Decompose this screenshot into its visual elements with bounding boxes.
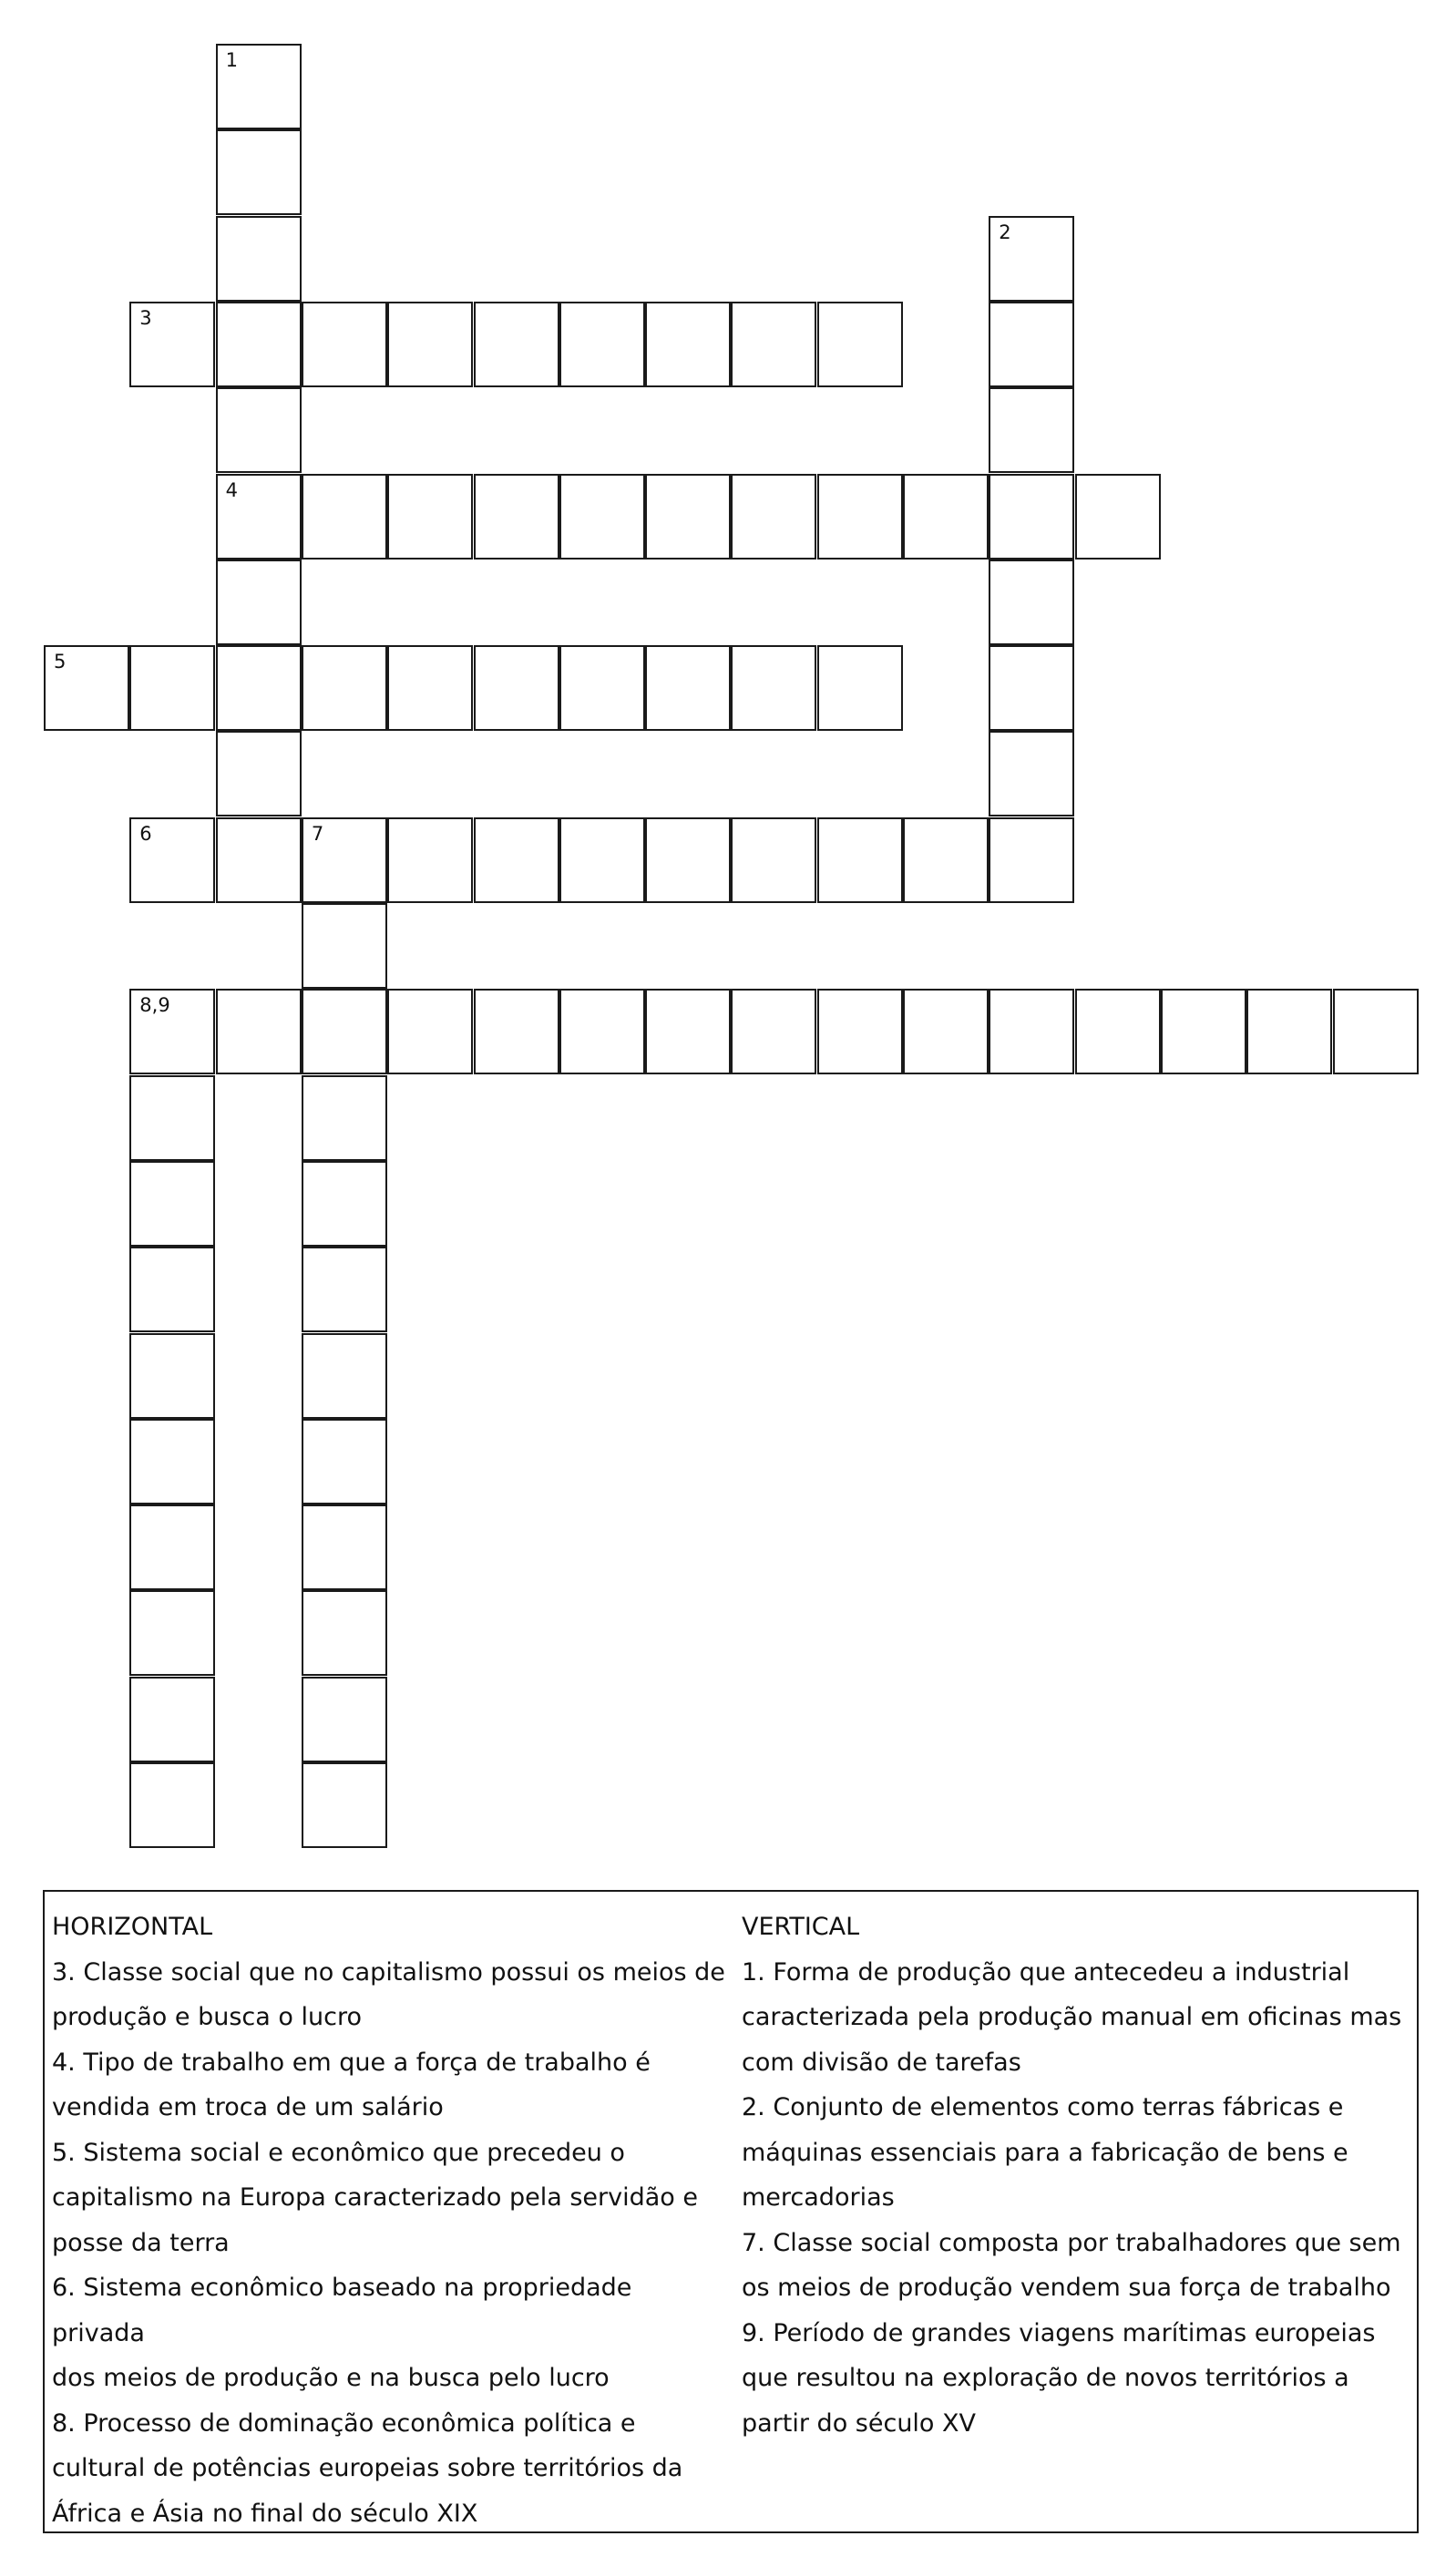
grid-cell[interactable]	[216, 645, 302, 731]
grid-cell[interactable]	[559, 474, 645, 560]
grid-cell[interactable]	[387, 474, 473, 560]
grid-cell[interactable]	[129, 1333, 215, 1419]
clue-line: 8. Processo de dominação econômica política e	[52, 2408, 636, 2438]
grid-cell[interactable]	[387, 645, 473, 731]
clue-line: 1. Forma de produção que antecedeu a industrial	[742, 1957, 1350, 1987]
grid-cell[interactable]	[216, 302, 302, 387]
grid-cell[interactable]	[302, 302, 387, 387]
grid-cell[interactable]	[903, 474, 989, 560]
grid-cell[interactable]	[989, 560, 1074, 645]
grid-cell[interactable]	[559, 817, 645, 903]
clue-line: 9. Período de grandes viagens marítimas europeias	[742, 2318, 1376, 2347]
grid-cell[interactable]	[989, 989, 1074, 1074]
grid-cell[interactable]	[817, 645, 903, 731]
grid-cell[interactable]	[474, 645, 559, 731]
grid-cell[interactable]	[216, 216, 302, 302]
grid-cell[interactable]	[302, 1677, 387, 1762]
grid-cell[interactable]	[216, 474, 302, 560]
clue-line: partir do século XV	[742, 2408, 977, 2438]
clue-line: 3. Classe social que no capitalismo possui os meios de	[52, 1957, 725, 1987]
grid-cell[interactable]	[216, 989, 302, 1074]
grid-cell[interactable]	[1246, 989, 1332, 1074]
grid-cell[interactable]	[731, 989, 816, 1074]
vertical-clue-list	[742, 1950, 1411, 2447]
vertical-heading: VERTICAL	[742, 1913, 860, 1941]
grid-cell[interactable]	[216, 129, 302, 215]
grid-cell[interactable]	[387, 302, 473, 387]
grid-cell[interactable]	[645, 817, 731, 903]
grid-cell[interactable]	[129, 1419, 215, 1504]
grid-cell[interactable]	[989, 387, 1074, 473]
grid-cell[interactable]	[302, 1333, 387, 1419]
grid-cell[interactable]	[474, 989, 559, 1074]
grid-cell[interactable]	[129, 1590, 215, 1676]
clue-line: caracterizada pela produção manual em oficinas mas	[742, 2003, 1402, 2031]
grid-cell[interactable]	[817, 474, 903, 560]
clue-line: com divisão de tarefas	[742, 2048, 1021, 2077]
grid-cell[interactable]	[903, 989, 989, 1074]
grid-cell[interactable]	[302, 1590, 387, 1676]
grid-cell[interactable]	[216, 731, 302, 816]
grid-cell[interactable]	[44, 645, 129, 731]
grid-cell[interactable]	[302, 1762, 387, 1848]
grid-cell[interactable]	[129, 302, 215, 387]
grid-cell[interactable]	[989, 474, 1074, 560]
grid-cell[interactable]	[817, 989, 903, 1074]
grid-cell[interactable]	[302, 903, 387, 989]
clue-box	[43, 1890, 1419, 2533]
clue-line: 5. Sistema social e econômico que precedeu o	[52, 2138, 625, 2167]
grid-cell[interactable]	[989, 731, 1074, 816]
grid-cell[interactable]	[129, 1247, 215, 1332]
vertical-clues	[742, 1905, 1411, 2446]
grid-cell[interactable]	[302, 474, 387, 560]
grid-cell[interactable]	[129, 645, 215, 731]
grid-cell[interactable]	[216, 387, 302, 473]
grid-cell[interactable]	[1333, 989, 1419, 1074]
horizontal-heading: HORIZONTAL	[52, 1913, 213, 1941]
clue-line: vendida em troca de um salário	[52, 2093, 444, 2121]
grid-cell[interactable]	[387, 817, 473, 903]
grid-cell[interactable]	[302, 1247, 387, 1332]
grid-cell[interactable]	[129, 817, 215, 903]
clue-number: 5	[54, 651, 67, 673]
grid-cell[interactable]	[216, 817, 302, 903]
grid-cell[interactable]	[817, 302, 903, 387]
clue-line: 6. Sistema econômico baseado na propriedade privada	[52, 2274, 632, 2347]
grid-cell[interactable]	[1075, 474, 1161, 560]
grid-cell[interactable]	[645, 474, 731, 560]
grid-cell[interactable]	[474, 817, 559, 903]
horizontal-clues	[52, 1905, 731, 2536]
clue-number: 8,9	[139, 994, 170, 1017]
grid-cell[interactable]	[731, 302, 816, 387]
clue-number: 6	[139, 822, 152, 845]
grid-cell[interactable]	[302, 817, 387, 903]
grid-cell[interactable]	[302, 989, 387, 1074]
grid-cell[interactable]	[302, 645, 387, 731]
grid-cell[interactable]	[731, 817, 816, 903]
grid-cell[interactable]	[731, 474, 816, 560]
horizontal-clue-list	[52, 1950, 731, 2537]
grid-cell[interactable]	[129, 1677, 215, 1762]
clue-line: 2. Conjunto de elementos como terras fábricas e	[742, 2093, 1344, 2121]
clue-line: dos meios de produção e na busca pelo lucro	[52, 2364, 610, 2392]
grid-cell[interactable]	[129, 1075, 215, 1161]
grid-cell[interactable]	[474, 302, 559, 387]
grid-cell[interactable]	[559, 302, 645, 387]
clue-number: 2	[999, 221, 1011, 243]
clue-line: os meios de produção vendem sua força de trabalho	[742, 2274, 1391, 2302]
grid-cell[interactable]	[129, 1161, 215, 1247]
grid-cell[interactable]	[1075, 989, 1161, 1074]
grid-cell[interactable]	[989, 216, 1074, 302]
clue-line: capitalismo na Europa caracterizado pela servidão e	[52, 2183, 699, 2212]
clue-line: mercadorias	[742, 2183, 895, 2212]
grid-cell[interactable]	[129, 989, 215, 1074]
clue-number: 3	[139, 306, 152, 329]
clue-line: 4. Tipo de trabalho em que a força de trabalho é	[52, 2048, 651, 2077]
grid-cell[interactable]	[903, 817, 989, 903]
grid-cell[interactable]	[817, 817, 903, 903]
grid-cell[interactable]	[302, 1075, 387, 1161]
grid-cell[interactable]	[989, 817, 1074, 903]
grid-cell[interactable]	[302, 1504, 387, 1590]
clue-line: posse da terra	[52, 2228, 230, 2257]
clue-line: que resultou na exploração de novos territórios a	[742, 2364, 1349, 2392]
grid-cell[interactable]	[474, 474, 559, 560]
grid-cell[interactable]	[731, 645, 816, 731]
grid-cell[interactable]	[216, 44, 302, 129]
grid-cell[interactable]	[989, 302, 1074, 387]
clue-line: máquinas essenciais para a fabricação de bens e	[742, 2138, 1348, 2167]
grid-cell[interactable]	[645, 645, 731, 731]
grid-cell[interactable]	[645, 989, 731, 1074]
grid-cell[interactable]	[302, 1419, 387, 1504]
clue-line: produção e busca o lucro	[52, 2003, 362, 2031]
clue-number: 4	[225, 478, 238, 501]
grid-cell[interactable]	[989, 645, 1074, 731]
clue-number: 1	[225, 49, 238, 71]
clue-number: 7	[311, 822, 324, 845]
clue-line: cultural de potências europeias sobre territórios da	[52, 2454, 683, 2482]
clue-line: 7. Classe social composta por trabalhadores que sem	[742, 2228, 1401, 2257]
clue-line: África e Ásia no final do século XIX	[52, 2499, 478, 2528]
grid-cell[interactable]	[129, 1762, 215, 1848]
grid-cell[interactable]	[387, 989, 473, 1074]
grid-cell[interactable]	[645, 302, 731, 387]
grid-cell[interactable]	[129, 1504, 215, 1590]
grid-cell[interactable]	[559, 645, 645, 731]
grid-cell[interactable]	[302, 1161, 387, 1247]
grid-cell[interactable]	[559, 989, 645, 1074]
grid-cell[interactable]	[216, 560, 302, 645]
grid-cell[interactable]	[1161, 989, 1246, 1074]
